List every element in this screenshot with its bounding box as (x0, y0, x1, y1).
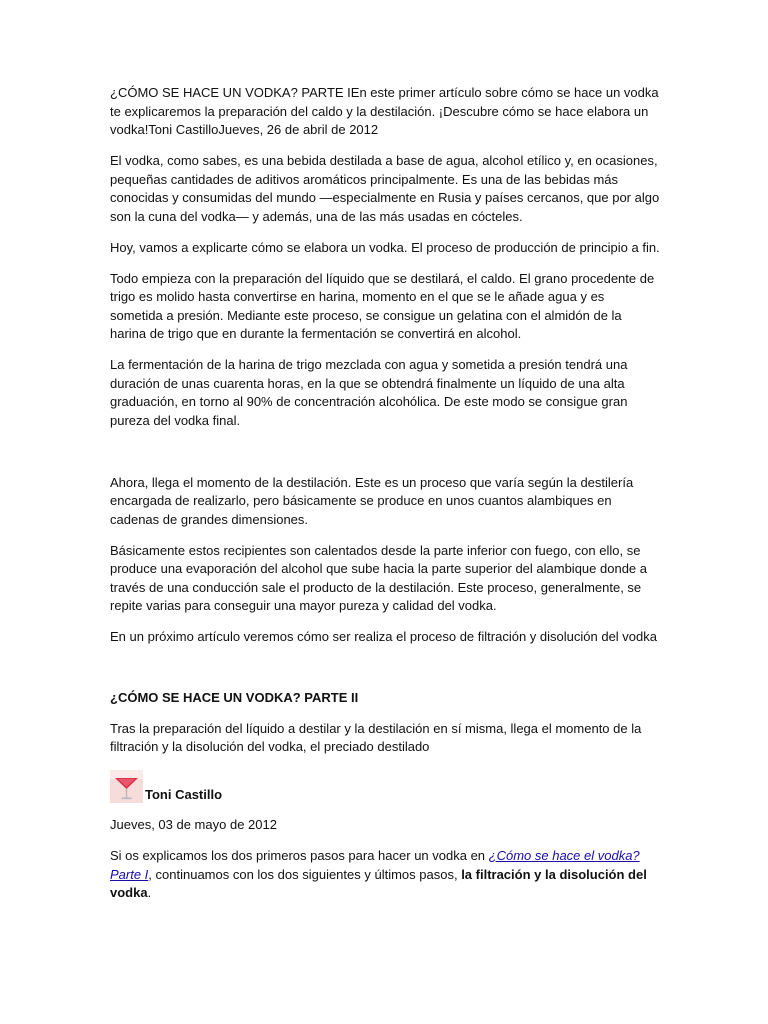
body-paragraph-5: Ahora, llega el momento de la destilación. Este es un proceso que varía según la destilería encargada de realizarlo, pero básicamente se produce en unos cuantos alambiques en cadenas de grandes dimensiones. (110, 474, 634, 527)
blank-gap (110, 443, 660, 474)
body-paragraph-2: Hoy, vamos a explicarte cómo se elabora un vodka. El proceso de producción de principio a fin. (110, 239, 660, 255)
blank-gap (110, 659, 660, 689)
part-2-heading: ¿CÓMO SE HACE UN VODKA? PARTE II (110, 690, 359, 705)
part-1-article-link[interactable]: ¿Cómo se hace el vodka? Parte I (110, 848, 640, 882)
final-paragraph (110, 847, 660, 903)
body-paragraph-3: Todo empieza con la preparación del líquido que se destilará, el caldo. El grano procedente de trigo es molido hasta convertirse en harina, momento en el que se le añade agua y es sometida a presión. Mediante este proceso, se consigue un gelatina con el almidón de la harina de trigo que en durante la fermentación se convertirá en alcohol. (110, 270, 655, 341)
author-byline (110, 769, 660, 803)
author-name: Toni Castillo (145, 787, 223, 802)
part-2-summary: Tras la preparación del líquido a destilar y la destilación en sí misma, llega el momento de la filtración y la disolución del vodka, el preciado destilado (110, 720, 642, 754)
body-paragraph-1: El vodka, como sabes, es una bebida destilada a base de agua, alcohol etílico y, en ocasiones, pequeñas cantidades de aditivos aromáticos principalmente. Es una de las bebidas más conocidas y consumidas del mundo —especialmente en Rusia y países cercanos, que por algo son la cuna del vodka— y además, una de las más usadas en cócteles. (110, 153, 660, 224)
cocktail-glass-icon (110, 770, 143, 803)
final-paragraph-text-1: Si os explicamos los dos primeros pasos para hacer un vodka en (110, 848, 489, 863)
body-paragraph-7: En un próximo artículo veremos cómo ser realiza el proceso de filtración y disolución del vodka (110, 629, 657, 644)
final-paragraph-end: . (147, 885, 152, 900)
publish-date: Jueves, 03 de mayo de 2012 (110, 817, 277, 832)
body-paragraph-4: La fermentación de la harina de trigo mezclada con agua y sometida a presión tendrá una duración de unas cuarenta horas, en la que se obtendrá finalmente un líquido de una alta graduación, en torno al 90% de concentración alcohólica. De este modo se consigue gran pureza del vodka final. (110, 357, 628, 428)
body-paragraph-6: Básicamente estos recipientes son calentados desde la parte inferior con fuego, con ello, se produce una evaporación del alcohol que sube hacia la parte superior del alambique donde a través de una conducción sale el producto de la destilación. Este proceso, generalmente, se repite varias para conseguir una mayor pureza y calidad del vodka. (110, 542, 647, 613)
final-paragraph-text-2: , continuamos con los dos siguientes y últimos pasos, (148, 866, 462, 882)
intro-paragraph: ¿CÓMO SE HACE UN VODKA? PARTE IEn este primer artículo sobre cómo se hace un vodka te explicaremos la preparación del caldo y la destilación. ¡Descubre cómo se hace elabora un vodka!Toni CastilloJueves, 26 de abril de 2012 (110, 85, 659, 137)
final-paragraph-bold: la filtración y la disolución del vodka (110, 866, 647, 900)
